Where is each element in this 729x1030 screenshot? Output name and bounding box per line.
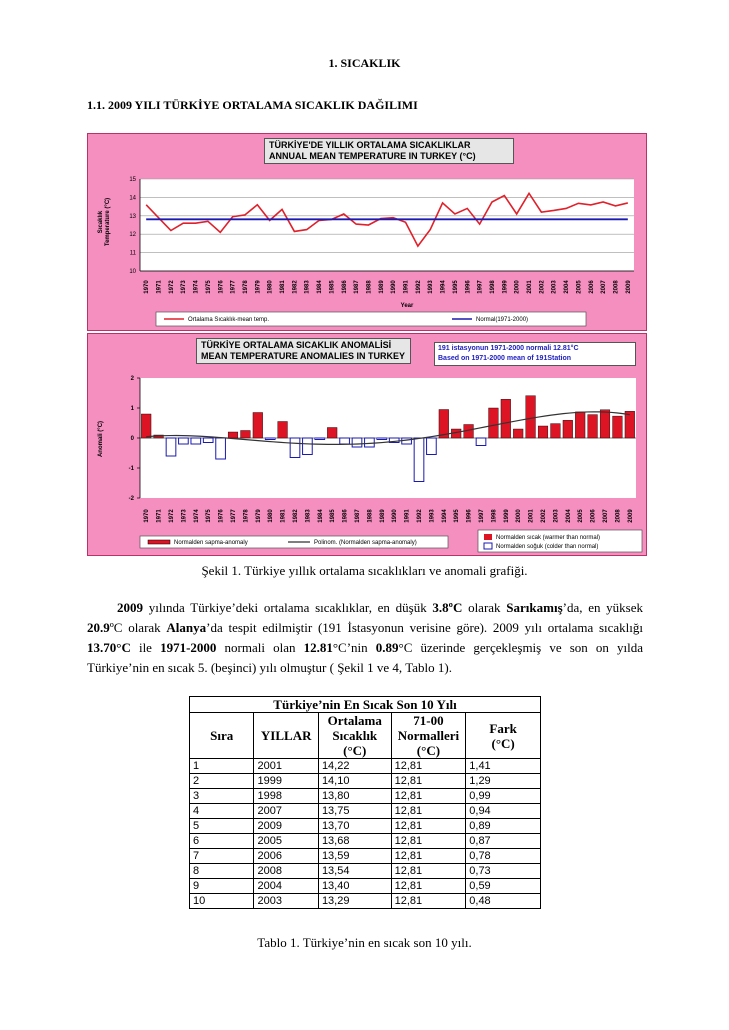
chart1-xtick: 2004 [564,280,571,294]
table-caption: Tablo 1. Türkiye’nin en sıcak son 10 yılı. [257,935,472,950]
cell-fark: 1,41 [466,759,541,774]
para-diff: 0.89 [375,640,399,655]
chart2-ytick: -2 [128,496,134,502]
chart2-note-line2: Based on 1971-2000 mean of 191Station [438,355,572,362]
chart2-xtick: 2006 [590,509,597,523]
chart1-xtick: 1987 [354,280,361,294]
chart2-xtick: 1984 [317,509,324,523]
chart2-bar-cold [476,438,486,446]
cell-normal: 12,81 [391,774,466,789]
cell-yil: 2003 [254,894,318,909]
chart2-bar-warm [501,399,511,438]
chart1-xtick: 1976 [218,280,225,294]
para-text-6: ile [130,640,161,655]
cell-ortalama: 13,29 [318,894,391,909]
cell-normal: 12,81 [391,819,466,834]
chart1-xtick: 1990 [391,280,398,294]
chart2-xtick: 2000 [516,509,523,523]
para-avg: 13.70°C [87,640,131,655]
cell-sira: 4 [190,804,254,819]
cell-fark: 0,73 [466,864,541,879]
chart2-bar-warm [551,424,561,438]
cell-normal: 12,81 [391,864,466,879]
chart1-xtick: 2002 [539,280,546,294]
col-header-fark [466,713,541,759]
para-text-9: °C üzerinde gerçekleşmiş ve son on yılda Türkiye’nin en sıcak 5. (beşinci) yılı olmuştur ( Şekil 1 ve 4, Tablo 1). [87,640,644,675]
chart2-ytick: -1 [128,466,134,472]
chart2-bar-warm [563,420,573,438]
temperature-chart [87,133,647,331]
para-min-temp: 3.8ºC [432,600,463,615]
chart2-xtick: 1991 [404,509,411,523]
cell-ortalama: 13,54 [318,864,391,879]
chart1-xtick: 1998 [489,280,496,294]
chart1-xtick: 1984 [317,280,324,294]
table-row [190,774,541,789]
chart2-legend-cold: Normalden soğuk (colder than normal) [496,544,599,550]
chart1-xtick: 1994 [440,280,447,294]
cell-yil: 2007 [254,804,318,819]
chart2-bar-warm [575,412,585,438]
chart2-xtick: 1971 [156,509,163,523]
chart1-ytick: 12 [129,232,136,239]
body-paragraph [87,598,643,678]
chart1-xtick: 2001 [527,280,534,294]
chart2-xtick: 2003 [553,509,560,523]
col-header-sira: Sıra [190,713,254,759]
cell-normal: 12,81 [391,894,466,909]
col-header-ortalama-1: Ortalama [327,713,382,728]
col-header-fark-2: (°C) [491,735,515,751]
chart1-xtick: 2006 [588,280,595,294]
chart2-ytick: 0 [130,436,134,442]
cell-yil: 2008 [254,864,318,879]
chart1-xtick: 1982 [292,280,299,294]
table-row [190,834,541,849]
cell-normal: 12,81 [391,804,466,819]
table-row [190,789,541,804]
para-max-temp: 20.9 [87,620,110,635]
chart2-xtick: 1975 [206,509,213,523]
chart1-xtick: 1993 [428,280,435,294]
chart2-xtick: 1982 [293,509,299,523]
chart2-title-line1: TÜRKİYE ORTALAMA SICAKLIK ANOMALİSİ [201,340,392,350]
cell-sira: 5 [190,819,254,834]
cell-ortalama: 14,22 [318,759,391,774]
cell-yil: 2009 [254,819,318,834]
cell-fark: 0,78 [466,849,541,864]
cell-yil: 2005 [254,834,318,849]
chart1-xtick: 1981 [280,280,287,294]
cell-ortalama: 14,10 [318,774,391,789]
cell-normal: 12,81 [391,834,466,849]
chart2-bar-cold [303,438,313,455]
chart2-bar-warm [613,416,623,438]
chart1-xtick: 1971 [156,280,163,294]
chart1-xtick: 2007 [601,280,608,294]
chart1-ytick: 13 [129,213,136,220]
chart1-ytick: 15 [129,177,136,183]
section-heading: 1.1. 2009 YILI TÜRKİYE ORTALAMA SICAKLIK DAĞILIMI [87,98,418,112]
chart1-xtick: 1995 [452,280,459,294]
chart2-bar-cold [340,438,350,444]
cell-ortalama: 13,68 [318,834,391,849]
chart2-xtick: 1993 [429,509,436,523]
chart2-xtick: 1986 [342,509,349,523]
table-row [190,864,541,879]
cell-normal: 12,81 [391,759,466,774]
chart2-svg [88,334,646,555]
chart2-bar-warm [241,431,251,439]
cell-fark: 1,29 [466,774,541,789]
table-row [190,804,541,819]
para-text-7: normali olan [216,640,304,655]
cell-normal: 12,81 [391,879,466,894]
col-header-ortalama [318,713,391,759]
chart1-xtick: 1977 [230,280,237,294]
chart1-xtick: 1978 [242,280,249,294]
cell-yil: 1998 [254,789,318,804]
col-header-ortalama-2: Sıcaklık [332,728,378,743]
chart2-bar-cold [216,438,226,459]
chart2-bar-warm [588,415,598,438]
chart1-xtick: 2000 [514,280,521,294]
table-row [190,879,541,894]
para-text-5: ’da tespit edilmiştir (191 İstasyonun verisine göre). 2009 yılı ortalama sıcaklığı [206,620,644,635]
chart2-xtick: 1972 [169,509,175,523]
chart2-bar-warm [538,426,548,438]
chart2-legend-bar-swatch [148,540,170,544]
chart2-xtick: 2007 [603,509,609,523]
chart2-xtick: 1995 [454,509,461,523]
cell-ortalama: 13,59 [318,849,391,864]
chart2-bar-cold [265,438,275,440]
table-row [190,819,541,834]
chart2-bar-warm [600,410,610,438]
chart2-bar-cold [414,438,424,482]
chart2-note-line1: 191 istasyonun 1971-2000 normali 12.81°C [438,345,579,352]
chart1-svg [88,134,646,330]
chart2-xtick: 1997 [479,509,485,523]
table-row [190,894,541,909]
chart2-xtick: 1970 [144,509,151,523]
chart1-xtick: 1992 [415,280,422,294]
chart1-xtick: 1975 [205,280,212,294]
chart2-xtick: 1990 [392,509,399,523]
chart1-xtick: 1985 [329,280,336,294]
chart2-xtick: 1973 [181,509,188,523]
anomaly-chart [87,333,647,556]
cell-sira: 6 [190,834,254,849]
chart2-bar-cold [427,438,437,455]
cell-normal: 12,81 [391,789,466,804]
chart2-xtick: 1977 [231,509,237,523]
chart1-xtick: 1991 [403,280,410,294]
chart2-ytick: 1 [130,406,134,412]
cell-ortalama: 13,70 [318,819,391,834]
chart2-bar-cold [352,438,362,447]
chart1-xtick: 1997 [477,280,484,294]
chart2-xtick: 1999 [503,509,510,523]
chart2-bar-cold [377,438,387,440]
chart1-title-line1: TÜRKİYE'DE YILLIK ORTALAMA SICAKLIKLAR [269,140,471,150]
para-text-2: olarak [462,600,507,615]
chart2-xtick: 2008 [615,509,622,523]
chart1-xtick: 1999 [502,280,509,294]
chart2-xtick: 2004 [565,509,572,523]
chart2-xtick: 2002 [541,509,547,523]
chart2-bar-cold [203,438,213,443]
chart2-legend-poly: Polinom. (Normalden sapma-anomaly) [314,540,417,546]
chart2-bar-cold [166,438,176,456]
cell-sira: 8 [190,864,254,879]
cell-sira: 7 [190,849,254,864]
chart2-legend-warm: Normalden sıcak (warmer than normal) [496,535,601,541]
figure-caption: Şekil 1. Türkiye yıllık ortalama sıcaklıkları ve anomali grafiği. [201,563,528,578]
chart2-bar-warm [327,428,337,439]
chart2-ylabel: Anomali (°C) [98,420,104,458]
para-text-1: yılında Türkiye’deki ortalama sıcaklıklar, en düşük [143,600,433,615]
chart2-xtick: 1981 [280,509,287,523]
col-header-normal-1: 71-00 [413,713,444,728]
chart2-bar-warm [513,429,523,438]
chart2-xtick: 2001 [528,509,535,523]
para-normal-val: 12.81 [303,640,333,655]
chart2-xtick: 1980 [268,509,275,523]
chart1-title-line2: ANNUAL MEAN TEMPERATURE IN TURKEY (°C) [269,151,476,161]
chart1-xtick: 1980 [267,280,274,294]
cell-yil: 2006 [254,849,318,864]
chart2-bar-warm [253,413,263,439]
chart2-bar-cold [315,438,325,440]
chart1-ylabel-line2: Temperature (°C) [105,197,111,247]
chart2-bar-warm [278,422,288,439]
cell-fark: 0,59 [466,879,541,894]
chart1-xtick: 1983 [304,280,311,294]
chart1-xtick: 1974 [193,280,200,294]
chart2-bar-warm [526,396,536,438]
cell-fark: 0,94 [466,804,541,819]
chart1-xtick: 1996 [465,280,472,294]
chart1-ytick: 14 [129,195,136,202]
chart1-xtick: 1979 [255,280,262,294]
chart2-xtick: 1974 [193,509,200,523]
chart2-xtick: 1998 [491,509,498,523]
chart2-xtick: 1983 [305,509,312,523]
chart2-xtick: 1994 [441,509,448,523]
chart2-xtick: 2005 [578,509,585,523]
chart2-legend-cold-swatch [484,543,492,549]
cell-ortalama: 13,40 [318,879,391,894]
cell-yil: 2001 [254,759,318,774]
col-header-yillar: YILLAR [254,713,318,759]
cell-yil: 1999 [254,774,318,789]
chart1-xtick: 2003 [551,280,558,294]
col-header-ortalama-3: (°C) [343,743,367,758]
chart1-ytick: 10 [129,269,136,275]
chart2-xtick: 1989 [379,509,386,523]
col-header-normal-3: (°C) [416,743,441,758]
chart2-xtick: 1996 [466,509,473,523]
chart2-xtick: 1988 [367,509,374,523]
chart1-ylabel-line1: Sıcaklık [98,210,104,234]
col-header-normal [391,713,466,759]
chart1-xtick: 2008 [613,280,620,294]
cell-sira: 1 [190,759,254,774]
chart1-legend-mean: Ortalama Sıcaklık-mean temp. [188,317,270,323]
cell-yil: 2004 [254,879,318,894]
cell-normal: 12,81 [391,849,466,864]
table-title: Türkiye’nin En Sıcak Son 10 Yılı [190,697,541,713]
chart1-plot-area [140,179,634,271]
cell-sira: 9 [190,879,254,894]
chart2-xtick: 1978 [243,509,250,523]
chart2-legend-warm-swatch [484,534,492,540]
col-header-normal-2: Normalleri [397,728,460,743]
para-year: 2009 [117,600,143,615]
table-row [190,759,541,774]
chart2-bar-warm [489,408,499,438]
chart1-ytick: 11 [129,250,136,257]
cell-sira: 10 [190,894,254,909]
chart1-xtick: 1970 [144,280,151,294]
cell-fark: 0,87 [466,834,541,849]
chart2-xtick: 1987 [355,509,361,523]
chart2-ytick: 2 [130,376,134,382]
chart1-xtick: 1986 [341,280,348,294]
chart2-bar-warm [228,432,238,438]
col-header-fark-1: Fark [489,720,517,736]
chart1-xtick: 2005 [576,280,583,294]
cell-fark: 0,89 [466,819,541,834]
chart2-xtick: 1992 [417,509,423,523]
chart2-bar-cold [365,438,375,447]
cell-fark: 0,48 [466,894,541,909]
chart1-legend-normal: Normal(1971-2000) [476,317,529,323]
para-text-4: ºC olarak [109,620,167,635]
para-max-place: Alanya [166,620,207,635]
chart2-bar-cold [290,438,300,458]
chart2-xtick: 1976 [218,509,225,523]
chart1-xtick: 1989 [378,280,385,294]
chart2-xtick: 1979 [255,509,262,523]
chart2-bar-cold [191,438,201,444]
chart1-xtick: 1972 [168,280,175,294]
table-row [190,849,541,864]
chart1-xtick: 2009 [625,280,632,294]
chart2-xtick: 2009 [627,509,634,523]
para-text-8: °C’nin [332,640,376,655]
chart1-xtick: 1973 [181,280,188,294]
cell-ortalama: 13,75 [318,804,391,819]
chart1-xtick: 1988 [366,280,373,294]
para-normal-period: 1971-2000 [160,640,217,655]
chart2-bar-cold [179,438,189,444]
chart2-bar-warm [625,411,635,438]
cell-sira: 2 [190,774,254,789]
page-heading: 1. SICAKLIK [328,56,401,70]
chart2-bar-warm [141,414,151,438]
chart1-xlabel: Year [400,303,414,309]
cell-sira: 3 [190,789,254,804]
para-text-3: ’da, en yüksek [562,600,644,615]
chart2-title-line2: MEAN TEMPERATURE ANOMALIES IN TURKEY [201,351,406,361]
chart2-legend-bar: Normalden sapma-anomaly [174,540,248,546]
para-min-place: Sarıkamış [506,600,563,615]
cell-fark: 0,99 [466,789,541,804]
hottest-years-table [189,696,541,909]
chart2-xtick: 1985 [330,509,337,523]
cell-ortalama: 13,80 [318,789,391,804]
